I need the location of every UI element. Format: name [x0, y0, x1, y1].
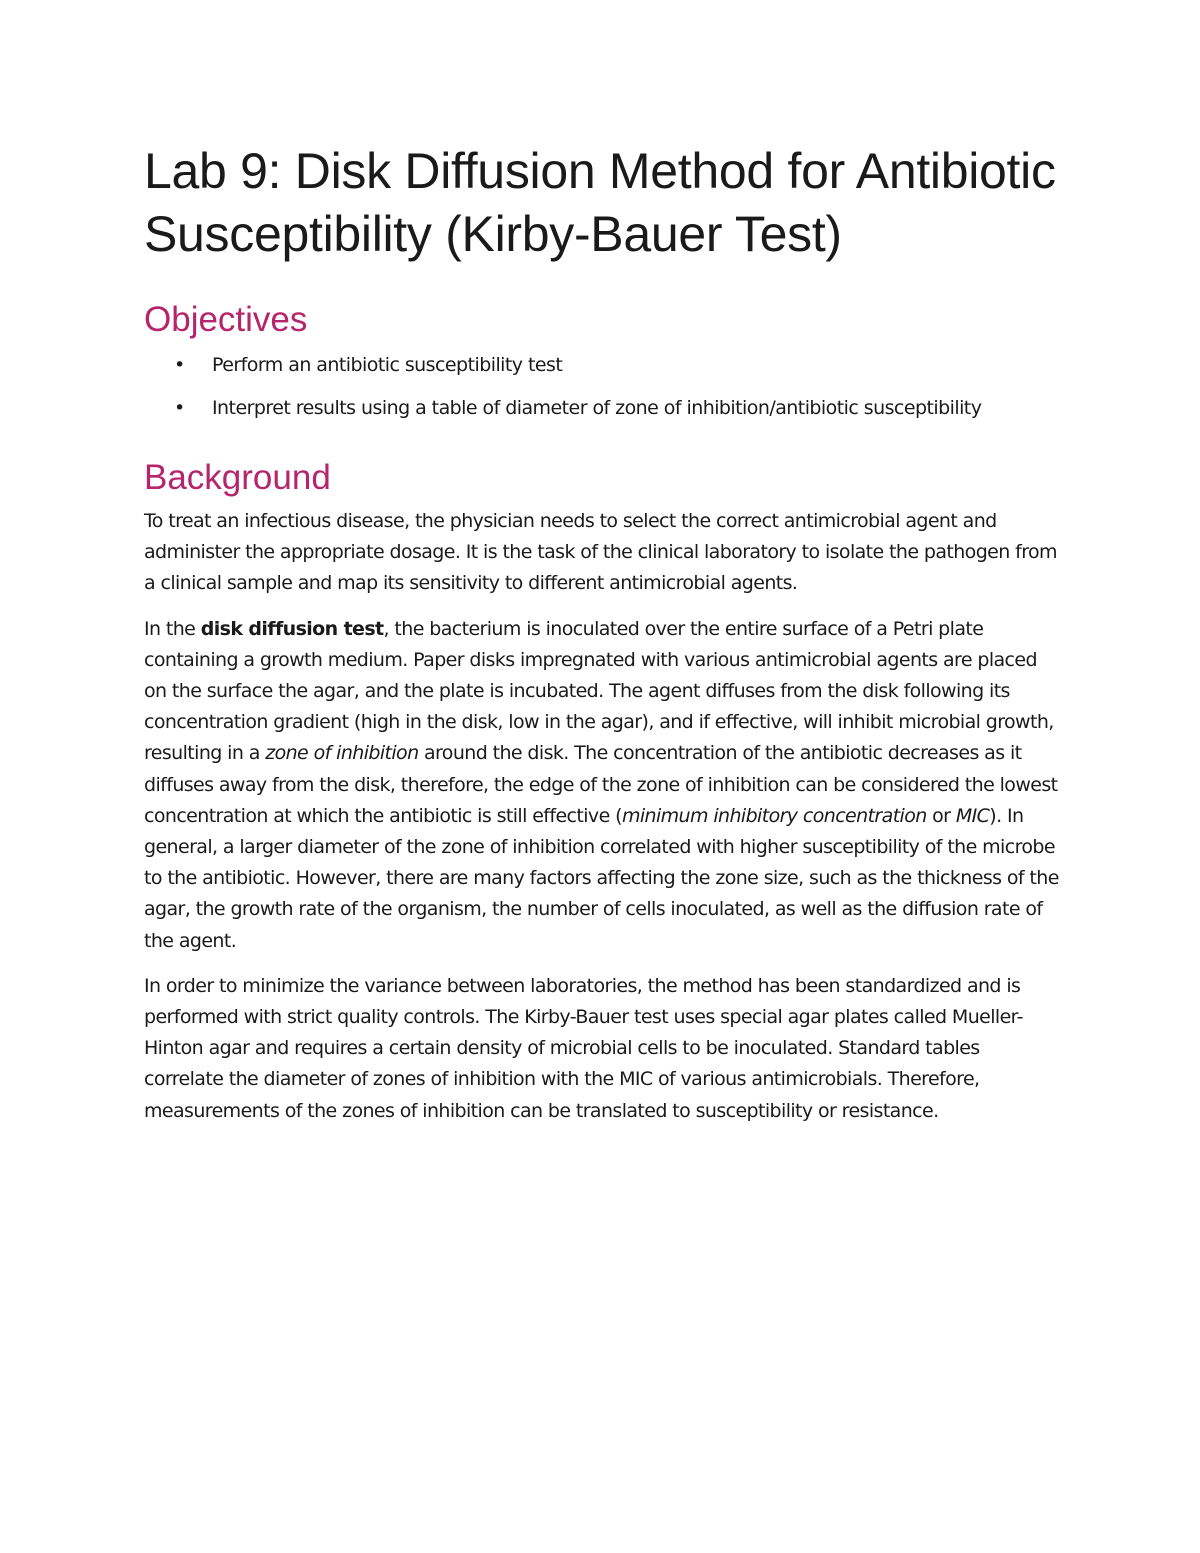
objectives-list [144, 350, 1064, 424]
document-title: Lab 9: Disk Diffusion Method for Antibiotic Susceptibility (Kirby-Bauer Test) [144, 143, 1056, 262]
objectives-heading: Objectives [144, 300, 308, 339]
background-paragraph-1: To treat an infectious disease, the physician needs to select the correct antimicrobial agent and administer the appropriate dosage. It is the task of the clinical laboratory to isolate the pathogen from a clinical sample and map its sensitivity to different antimicrobial agents. [144, 510, 1057, 595]
background-paragraph-2 [144, 614, 1064, 957]
background-paragraph-3: In order to minimize the variance between laboratories, the method has been standardized and is performed with strict quality controls. The Kirby-Bauer test uses special agar plates called Mueller-Hinton agar and requires a certain density of microbial cells to be inoculated. Standard tables correlate the diameter of zones of inhibition with the MIC of various antimicrobials. Therefore, measurements of the zones of inhibition can be translated to susceptibility or resistance. [144, 974, 1023, 1122]
bullet-icon: • [174, 354, 185, 376]
background-heading: Background [144, 458, 331, 497]
text-run: around the disk. The concentration of the antibiotic decreases as it diffuses away from the disk, therefore, the edge of the zone of inhibition can be considered the lowest concentration at which the antibiotic is still effective ( [144, 742, 1058, 827]
list-item-text: Interpret results using a table of diameter of zone of inhibition/antibiotic susceptibility [212, 397, 982, 419]
text-run: In the [144, 617, 201, 640]
italic-term: minimum inhibitory concentration [621, 804, 927, 827]
document-page [144, 140, 1064, 1141]
text-run: or [926, 804, 956, 827]
text-run: ). In general, a larger diameter of the zone of inhibition correlated with higher susceptibility of the microbe to the antibiotic. However, there are many factors affecting the zone size, such as the thickness of the agar, the growth rate of the organism, the number of cells inoculated, as well as the diffusion rate of the agent. [144, 804, 1059, 952]
text-run: , the bacterium is inoculated over the entire surface of a Petri plate containing a growth medium. Paper disks impregnated with various antimicrobial agents are placed on the surface the agar, and the plate is incubated. The agent diffuses from the disk following its concentration gradient (high in the disk, low in the agar), and if effective, will inhibit microbial growth, resulting in a [144, 617, 1054, 765]
italic-term: MIC [955, 804, 990, 827]
list-item [144, 350, 1064, 381]
bullet-icon: • [174, 397, 185, 419]
bold-term: disk diffusion test [200, 617, 384, 640]
italic-term: zone of inhibition [265, 742, 419, 765]
list-item [144, 393, 1064, 424]
list-item-text: Perform an antibiotic susceptibility test [212, 354, 563, 376]
